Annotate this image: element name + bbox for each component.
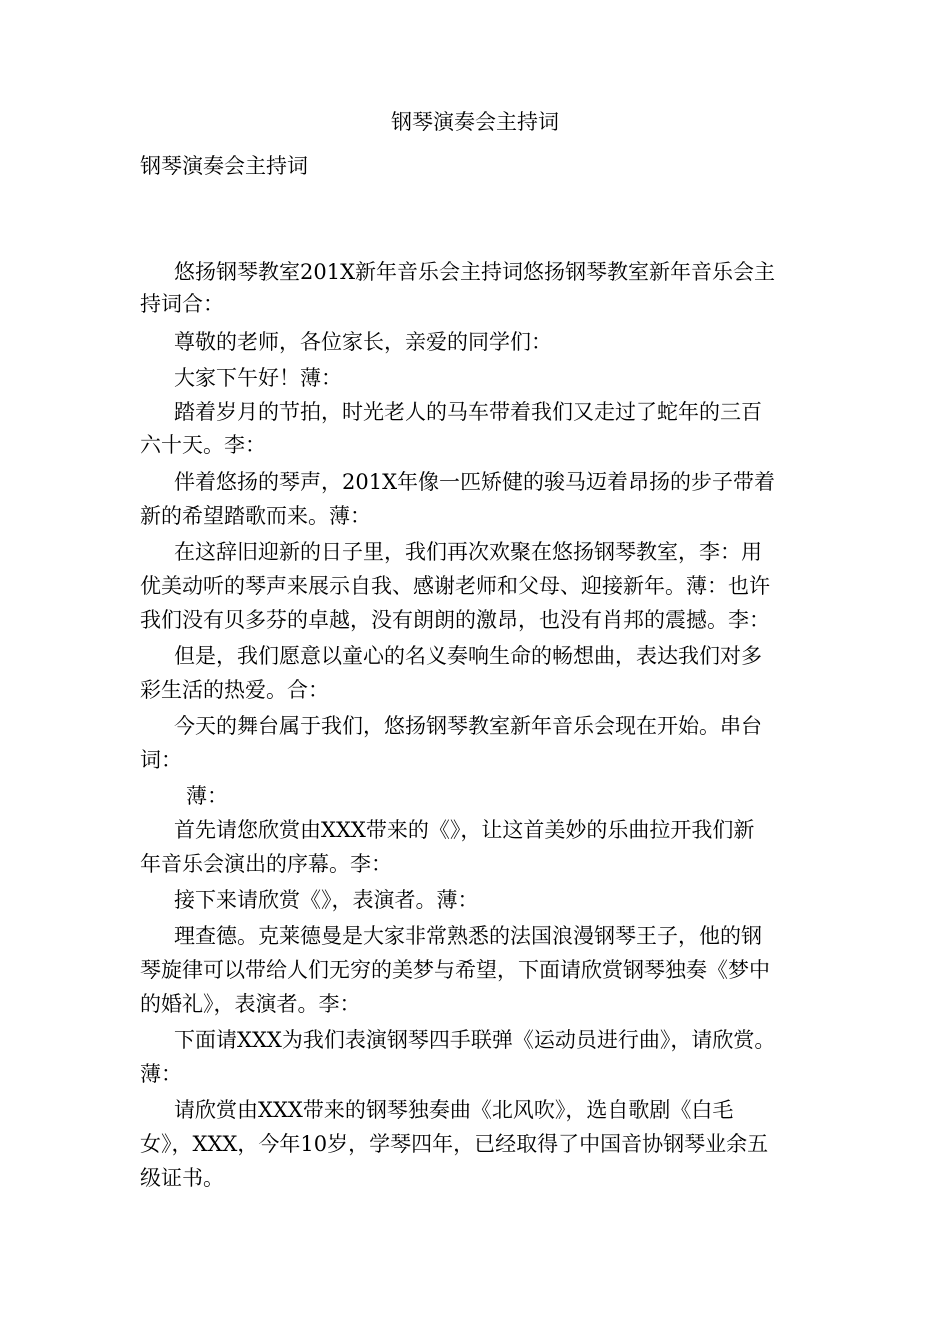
paragraph-line: 首先请您欣赏由XXX带来的《》，让这首美妙的乐曲拉开我们新 [174, 818, 755, 842]
paragraph-line: 理查德。克莱德曼是大家非常熟悉的法国浪漫钢琴王子，他的钢 [174, 924, 762, 948]
paragraph-line: 但是，我们愿意以童心的名义奏响生命的畅想曲，表达我们对多 [174, 644, 762, 668]
paragraph-line: 大家下午好！薄： [174, 366, 342, 390]
paragraph-line: 级证书。 [140, 1166, 224, 1190]
paragraph-line: 女》，XXX，今年10岁，学琴四年，已经取得了中国音协钢琴业余五 [140, 1132, 769, 1156]
paragraph-line: 尊敬的老师，各位家长，亲爱的同学们： [174, 330, 552, 354]
paragraph-line: 持词合： [140, 292, 224, 316]
paragraph-line: 彩生活的热爱。合： [140, 678, 329, 702]
paragraph-line: 踏着岁月的节拍，时光老人的马车带着我们又走过了蛇年的三百 [174, 400, 762, 424]
paragraph-line: 年音乐会演出的序幕。李： [140, 852, 392, 876]
paragraph-line: 请欣赏由XXX带来的钢琴独奏曲《北风吹》，选自歌剧《白毛 [174, 1098, 734, 1122]
paragraph-line: 词： [140, 748, 182, 772]
paragraph-line: 接下来请欣赏《》，表演者。薄： [174, 888, 479, 912]
paragraph-line: 在这辞旧迎新的日子里，我们再次欢聚在悠扬钢琴教室，李：用 [174, 540, 762, 564]
paragraph-line: 六十天。李： [140, 433, 266, 457]
paragraph-line: 琴旋律可以带给人们无穷的美梦与希望，下面请欣赏钢琴独奏《梦中 [140, 958, 770, 982]
paragraph-line: 的婚礼》，表演者。李： [140, 992, 361, 1016]
document-subtitle: 钢琴演奏会主持词 [140, 154, 308, 178]
paragraph-line: 薄： [140, 1062, 182, 1086]
paragraph-line: 下面请XXX为我们表演钢琴四手联弹《运动员进行曲》，请欣赏。 [174, 1028, 776, 1052]
paragraph-line: 薄： [186, 784, 228, 808]
document-title: 钢琴演奏会主持词 [391, 110, 559, 134]
paragraph-line: 伴着悠扬的琴声，201X年像一匹矫健的骏马迈着昂扬的步子带着 [174, 470, 776, 494]
paragraph-line: 悠扬钢琴教室201X新年音乐会主持词悠扬钢琴教室新年音乐会主 [174, 260, 776, 284]
paragraph-line: 新的希望踏歌而来。薄： [140, 504, 371, 528]
paragraph-line: 我们没有贝多芬的卓越，没有朗朗的激昂，也没有肖邦的震撼。李： [140, 608, 770, 632]
paragraph-line: 优美动听的琴声来展示自我、感谢老师和父母、迎接新年。薄：也许 [140, 574, 770, 598]
paragraph-line: 今天的舞台属于我们，悠扬钢琴教室新年音乐会现在开始。串台 [174, 714, 762, 738]
